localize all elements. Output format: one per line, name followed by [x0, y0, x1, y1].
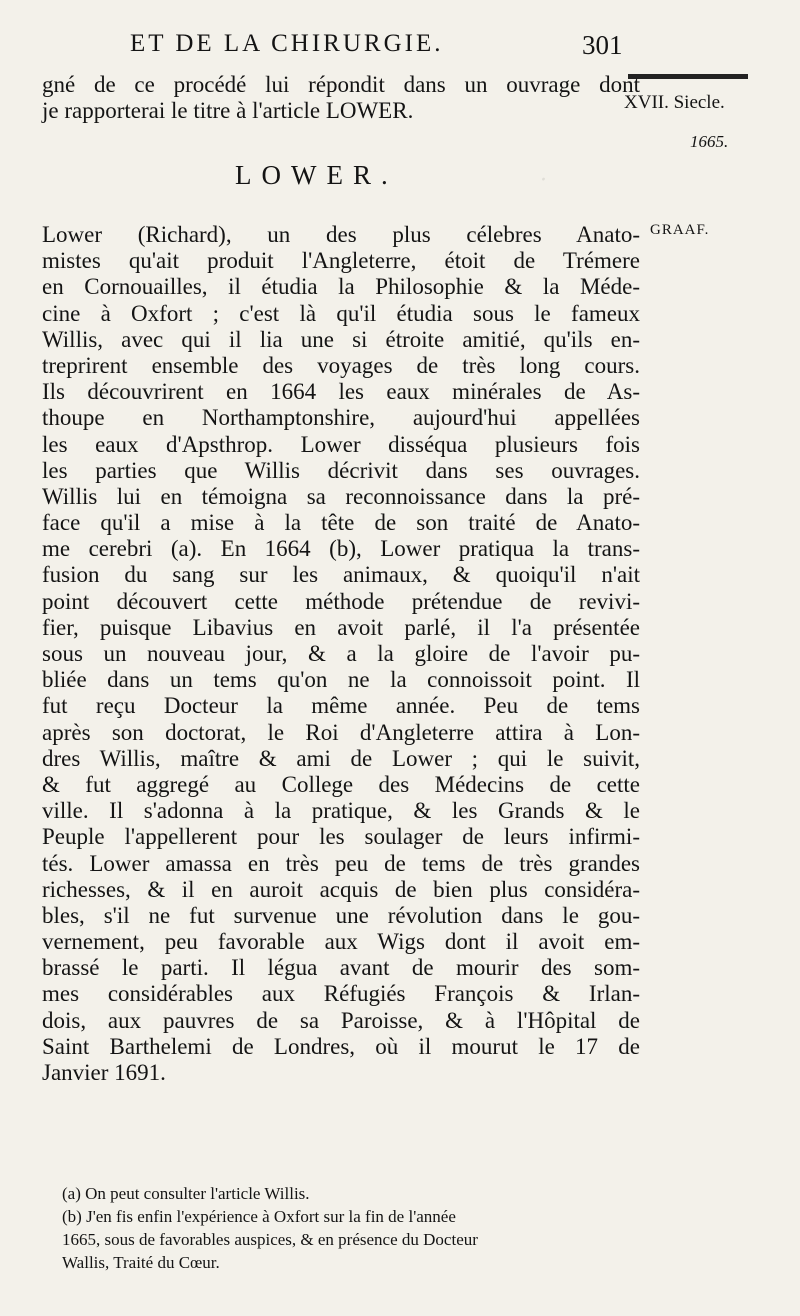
- text-line: bliée dans un tems qu'on ne la connoissoit point. Il: [42, 667, 640, 693]
- text-line: me cerebri (a). En 1664 (b), Lower pratiqua la trans-: [42, 536, 640, 562]
- intro-paragraph: [42, 72, 640, 124]
- text-line: gné de ce procédé lui répondit dans un ouvrage dont: [42, 72, 640, 97]
- text-line: brassé le parti. Il légua avant de mourir des som-: [42, 955, 640, 981]
- text-line: Peuple l'appellerent pour les soulager de leurs infirmi-: [42, 824, 640, 850]
- bleed-through-text: ·: [540, 168, 547, 193]
- section-title: LOWER.: [235, 160, 398, 190]
- text-line: point découvert cette méthode prétendue de revivi-: [42, 588, 640, 614]
- text-line: les eaux d'Apsthrop. Lower disséqua plusieurs fois: [42, 431, 640, 457]
- text-line: Janvier 1691.: [42, 1060, 166, 1085]
- text-line: vernement, peu favorable aux Wigs dont il avoit em-: [42, 929, 640, 955]
- footnote-a: (a) On peut consulter l'article Willis.: [62, 1184, 310, 1203]
- text-line: dois, aux pauvres de sa Paroisse, & à l'Hôpital de: [42, 1007, 640, 1033]
- page-number: 301: [582, 30, 623, 60]
- text-line: fusion du sang sur les animaux, & quoiqu'il n'ait: [42, 562, 640, 588]
- margin-note-year: 1665.: [690, 132, 729, 151]
- footnotes: [62, 1182, 642, 1274]
- margin-note-century: XVII. Siecle.: [624, 92, 725, 113]
- text-line: dres Willis, maître & ami de Lower ; qui le suivit,: [42, 745, 640, 771]
- text-line: fut reçu Docteur la même année. Peu de tems: [42, 693, 640, 719]
- text-line: mes considérables aux Réfugiés François & Irlan-: [42, 981, 640, 1007]
- margin-rule: [628, 74, 748, 79]
- footnote-b-continuation: Wallis, Traité du Cœur.: [62, 1253, 220, 1272]
- text-line: richesses, & il en auroit acquis de bien plus considéra-: [42, 876, 640, 902]
- footnote-b-continuation: 1665, sous de favorables auspices, & en présence du Docteur: [62, 1230, 478, 1249]
- margin-note-graaf: GRAAF.: [650, 222, 710, 238]
- text-line: ville. Il s'adonna à la pratique, & les Grands & le: [42, 798, 640, 824]
- text-line: & fut aggregé au College des Médecins de cette: [42, 771, 640, 797]
- text-line: thoupe en Northamptonshire, aujourd'hui appellées: [42, 405, 640, 431]
- footnote-b: (b) J'en fis enfin l'expérience à Oxfort sur la fin de l'année: [62, 1207, 456, 1226]
- running-head: ET DE LA CHIRURGIE.: [130, 30, 444, 57]
- text-line: en Cornouailles, il étudia la Philosophie & la Méde-: [42, 274, 640, 300]
- text-line: Willis, avec qui il lia une si étroite amitié, qu'ils en-: [42, 326, 640, 352]
- text-line: face qu'il a mise à la tête de son traité de Anato-: [42, 510, 640, 536]
- body-paragraph: [42, 222, 640, 1086]
- text-line: tés. Lower amassa en très peu de tems de très grandes: [42, 850, 640, 876]
- text-line: Saint Barthelemi de Londres, où il mourut le 17 de: [42, 1033, 640, 1059]
- text-line: Ils découvrirent en 1664 les eaux minérales de As-: [42, 379, 640, 405]
- text-line: les parties que Willis décrivit dans ses ouvrages.: [42, 457, 640, 483]
- text-line: treprirent ensemble des voyages de très long cours.: [42, 352, 640, 378]
- text-line: Lower (Richard), un des plus célebres Anato-: [42, 222, 640, 247]
- text-line: Willis lui en témoigna sa reconnoissance dans la pré-: [42, 483, 640, 509]
- text-line: cine à Oxfort ; c'est là qu'il étudia sous le fameux: [42, 300, 640, 326]
- text-line: après son doctorat, le Roi d'Angleterre attira à Lon-: [42, 719, 640, 745]
- text-line: mistes qu'ait produit l'Angleterre, étoit de Trémere: [42, 248, 640, 274]
- text-line: fier, puisque Libavius en avoit parlé, il l'a présentée: [42, 614, 640, 640]
- text-line: je rapporterai le titre à l'article LOWER.: [42, 98, 414, 124]
- text-line: sous un nouveau jour, & a la gloire de l'avoir pu-: [42, 641, 640, 666]
- text-line: bles, s'il ne fut survenue une révolution dans le gou-: [42, 902, 640, 928]
